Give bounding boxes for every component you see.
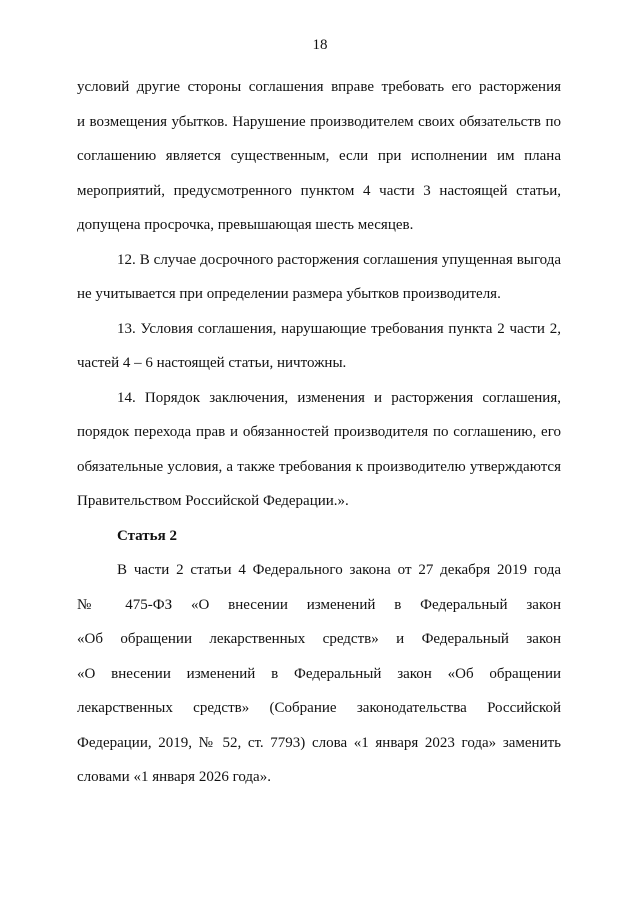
paragraph-11-continuation: [77, 70, 561, 243]
text-line: частей 4 – 6 настоящей статьи, ничтожны.: [77, 355, 347, 371]
paragraph-13: [77, 312, 561, 381]
text-line: словами «1 января 2026 года».: [77, 769, 271, 785]
document-body: [77, 70, 561, 795]
text-line: мероприятий, предусмотренного пунктом 4 части 3 настоящей статьи,: [77, 182, 561, 199]
text-line: и возмещения убытков. Нарушение производителем своих обязательств по: [77, 113, 561, 130]
text-line: 14. Порядок заключения, изменения и расторжения соглашения,: [117, 389, 561, 406]
text-line: обязательные условия, а также требования к производителю утверждаются: [77, 458, 561, 475]
text-line: В части 2 статьи 4 Федерального закона от 27 декабря 2019 года: [117, 562, 561, 578]
paragraph-14: [77, 381, 561, 519]
text-line: порядок перехода прав и обязанностей производителя по соглашению, его: [77, 424, 561, 440]
text-line: 12. В случае досрочного расторжения соглашения упущенная выгода: [117, 251, 561, 268]
text-line: соглашению является существенным, если при исполнении им плана: [77, 148, 561, 164]
text-line: Федерации, 2019, № 52, ст. 7793) слова «1 января 2023 года» заменить: [77, 734, 561, 751]
paragraph-12: [77, 243, 561, 312]
text-line: «Об обращении лекарственных средств» и Федеральный закон: [77, 631, 561, 647]
article-2-paragraph: [77, 553, 561, 795]
text-line: не учитывается при определении размера убытков производителя.: [77, 286, 501, 302]
text-line: 13. Условия соглашения, нарушающие требования пункта 2 части 2,: [117, 320, 561, 337]
text-line: лекарственных средств» (Собрание законодательства Российской: [77, 700, 561, 716]
text-line: «О внесении изменений в Федеральный закон «Об обращении: [77, 665, 561, 682]
text-line: № 475-ФЗ «О внесении изменений в Федеральный закон: [77, 596, 561, 613]
article-heading: Статья 2: [117, 527, 177, 544]
text-line: Правительством Российской Федерации.».: [77, 493, 349, 509]
text-line: условий другие стороны соглашения вправе требовать его расторжения: [77, 79, 561, 95]
text-line: допущена просрочка, превышающая шесть месяцев.: [77, 217, 414, 233]
page-number: 18: [312, 37, 328, 53]
